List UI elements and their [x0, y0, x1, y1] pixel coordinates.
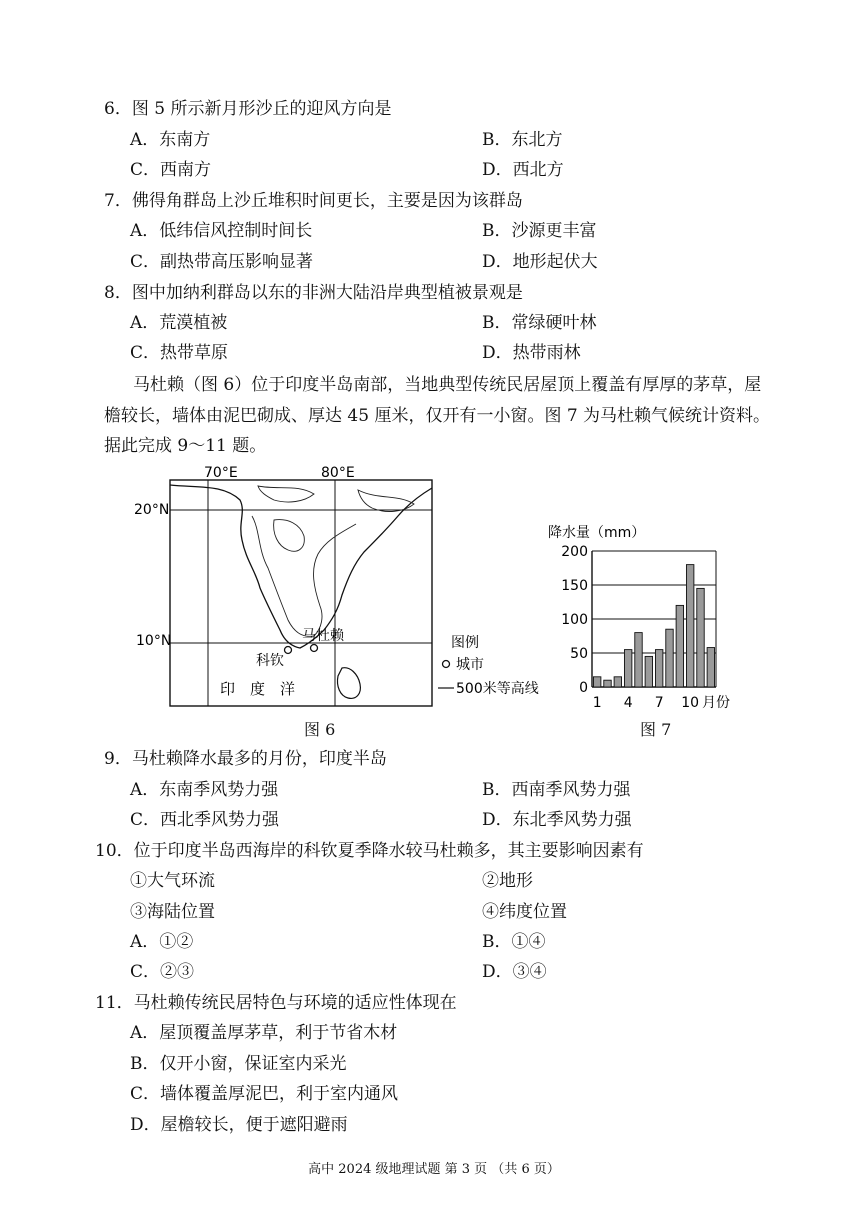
q9-option-b[interactable]: B．西南季风势力强 — [482, 780, 631, 800]
city-label-kochi: 科钦 — [256, 653, 284, 669]
chart-xtick-label: 4 — [623, 695, 633, 711]
figure-7-caption: 图 7 — [640, 720, 672, 739]
q11-option-a[interactable]: A．屋顶覆盖厚茅草，利于节省木材 — [130, 1023, 398, 1043]
chart-figure-7 — [540, 515, 740, 720]
city-marker-kochi — [285, 647, 292, 654]
ocean-label: 印 度 洋 — [220, 680, 296, 698]
chart-bar-month-12 — [707, 648, 714, 687]
chart-bar-month-4 — [624, 650, 631, 687]
q11-option-d[interactable]: D．屋檐较长，便于遮阳避雨 — [130, 1115, 348, 1135]
q8-option-c[interactable]: C．热带草原 — [130, 343, 229, 363]
q6-option-b[interactable]: B．东北方 — [482, 130, 563, 150]
q6-stem: 6．图 5 所示新月形沙丘的迎风方向是 — [104, 99, 392, 119]
q10-item-3: ③海陆位置 — [130, 902, 215, 922]
q8-option-a[interactable]: A．荒漠植被 — [130, 313, 228, 333]
q6-option-a[interactable]: A．东南方 — [130, 130, 211, 150]
q10-option-c[interactable]: C．②③ — [130, 962, 195, 982]
chart-bar-month-2 — [604, 680, 611, 687]
map-lat-20: 20°N — [134, 502, 170, 518]
figure-6-caption: 图 6 — [304, 720, 336, 739]
q7-option-a[interactable]: A．低纬信风控制时间长 — [130, 221, 313, 241]
chart-ylabel: 降水量（mm） — [548, 525, 646, 541]
chart-bar-month-3 — [614, 677, 621, 687]
chart-ytick-label: 100 — [561, 612, 588, 628]
contour-northeast — [358, 490, 414, 511]
chart-ytick-label: 0 — [579, 680, 588, 696]
q10-option-a[interactable]: A．①② — [130, 932, 194, 952]
chart-bar-month-6 — [645, 656, 652, 687]
q6-option-d[interactable]: D．西北方 — [482, 160, 564, 180]
sri-lanka-island — [337, 668, 360, 699]
chart-bar-month-9 — [676, 605, 683, 687]
q8-stem: 8．图中加纳利群岛以东的非洲大陆沿岸典型植被景观是 — [104, 283, 523, 303]
chart-xtick-label: 10 — [681, 695, 700, 711]
q9-option-a[interactable]: A．东南季风势力强 — [130, 780, 279, 800]
q7-option-d[interactable]: D．地形起伏大 — [482, 252, 598, 272]
q10-item-1: ①大气环流 — [130, 871, 215, 891]
city-marker-madurai — [311, 645, 318, 652]
chart-bar-month-10 — [686, 565, 693, 687]
q10-item-4: ④纬度位置 — [482, 902, 567, 922]
chart-bar-month-7 — [655, 650, 662, 687]
chart-xtick-label: 7 — [654, 695, 664, 711]
q10-option-d[interactable]: D．③④ — [482, 962, 547, 982]
legend-city-label: 城市 — [456, 657, 484, 673]
city-label-madurai: 马杜赖 — [302, 628, 344, 644]
contour-western-ghats — [252, 516, 356, 636]
contour-deccan — [274, 520, 305, 552]
page-footer: 高中 2024 级地理试题 第 3 页 （共 6 页） — [308, 1162, 560, 1177]
map-lat-10: 10°N — [136, 633, 172, 649]
india-coastline — [170, 485, 432, 648]
q9-stem: 9．马杜赖降水最多的月份，印度半岛 — [104, 749, 387, 769]
chart-bar-month-8 — [666, 629, 673, 687]
intro-line-1: 马杜赖（图 6）位于印度半岛南部，当地典型传统民居屋顶上覆盖有厚厚的茅草，屋 — [133, 375, 762, 395]
contour-north — [258, 486, 314, 502]
q9-option-c[interactable]: C．西北季风势力强 — [130, 810, 280, 830]
map-lon-80: 80°E — [321, 465, 355, 481]
chart-bar-month-1 — [593, 677, 600, 687]
map-figure-6 — [128, 460, 558, 720]
q6-option-c[interactable]: C．西南方 — [130, 160, 212, 180]
chart-bar-month-5 — [635, 633, 642, 687]
chart-ytick-label: 150 — [561, 578, 588, 594]
legend-title: 图例 — [451, 635, 479, 651]
chart-ytick-label: 50 — [570, 646, 588, 662]
q11-option-c[interactable]: C．墙体覆盖厚泥巴，利于室内通风 — [130, 1084, 399, 1104]
q11-option-b[interactable]: B．仅开小窗，保证室内采光 — [130, 1054, 347, 1074]
intro-line-2: 檐较长，墙体由泥巴砌成、厚达 45 厘米，仅开有一小窗。图 7 为马杜赖气候统计资料。 — [104, 406, 771, 426]
chart-ytick-label: 200 — [561, 544, 588, 560]
q8-option-b[interactable]: B．常绿硬叶林 — [482, 313, 597, 333]
q10-item-2: ②地形 — [482, 871, 533, 891]
q7-stem: 7．佛得角群岛上沙丘堆积时间更长，主要是因为该群岛 — [104, 191, 523, 211]
chart-xlabel: 月份 — [702, 695, 730, 711]
legend-contour-label: 500米等高线 — [456, 681, 539, 697]
q10-option-b[interactable]: B．①④ — [482, 932, 546, 952]
chart-xtick-label: 1 — [592, 695, 602, 711]
q9-option-d[interactable]: D．东北季风势力强 — [482, 810, 632, 830]
q10-stem: 10．位于印度半岛西海岸的科钦夏季降水较马杜赖多，其主要影响因素有 — [95, 841, 644, 861]
q7-option-b[interactable]: B．沙源更丰富 — [482, 221, 597, 241]
chart-bar-month-11 — [697, 588, 704, 687]
q11-stem: 11．马杜赖传统民居特色与环境的适应性体现在 — [95, 993, 457, 1013]
q8-option-d[interactable]: D．热带雨林 — [482, 343, 581, 363]
q7-option-c[interactable]: C．副热带高压影响显著 — [130, 252, 314, 272]
intro-line-3: 据此完成 9～11 题。 — [104, 436, 267, 456]
map-lon-70: 70°E — [204, 465, 238, 481]
legend-city-icon — [443, 661, 450, 668]
map-frame — [170, 480, 432, 706]
